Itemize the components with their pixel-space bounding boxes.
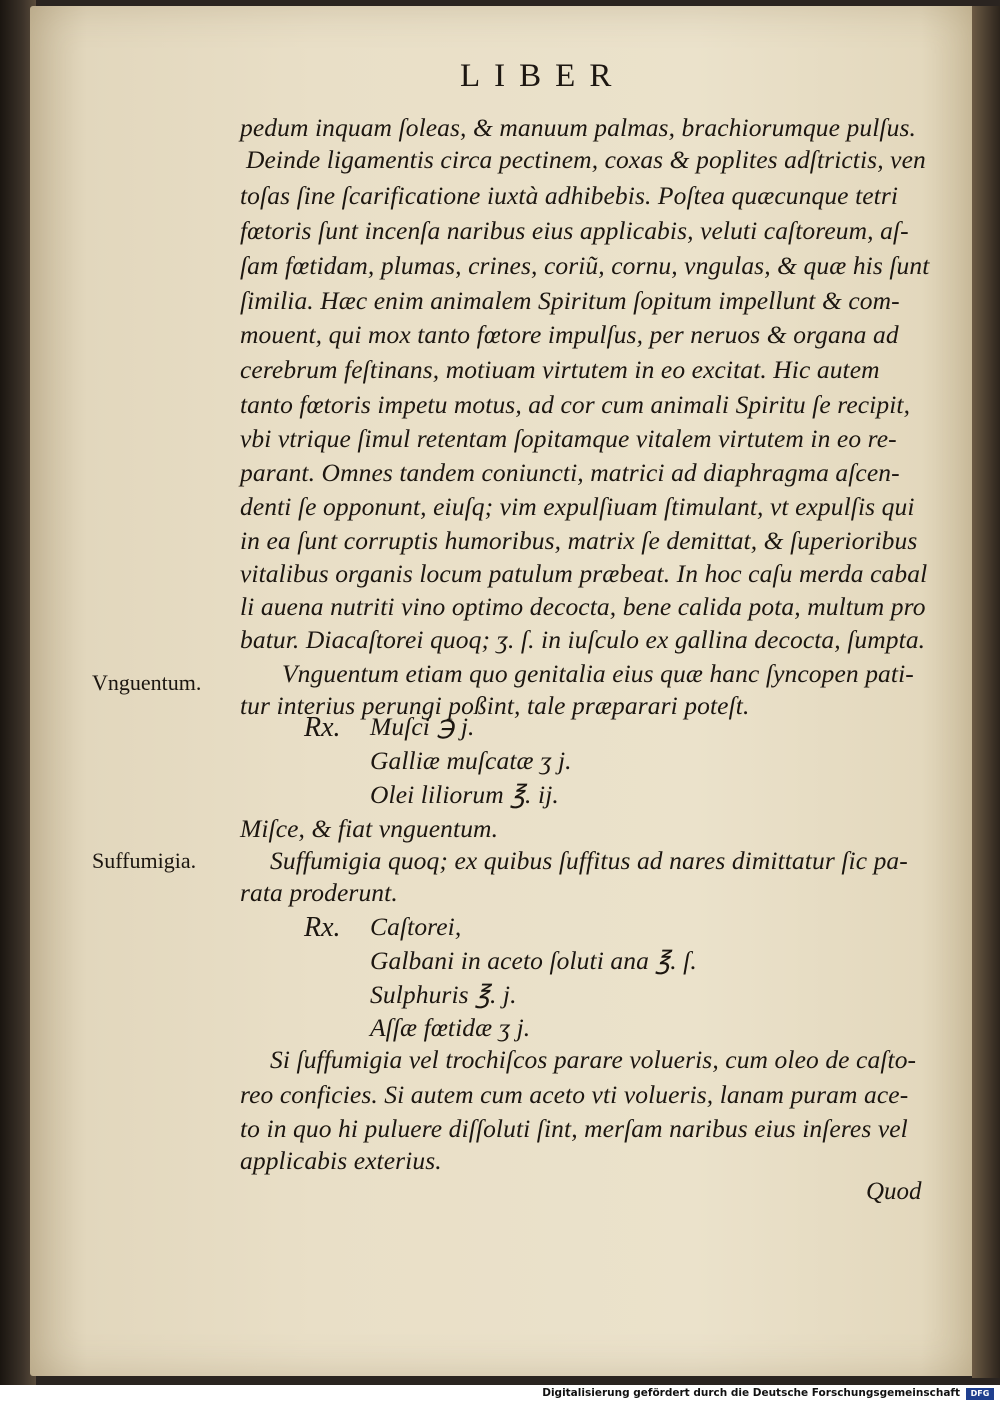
digitization-footer <box>0 1385 1000 1404</box>
text-line: to in quo hi puluere diſſoluti ſint, merſam naribus eius inſeres vel <box>240 1114 908 1143</box>
text-line: mouent, qui mox tanto fœtore impulſus, per neruos & organa ad <box>240 320 899 349</box>
text-line: Suffumigia quoq; ex quibus ſuffitus ad nares dimittatur ſic pa- <box>270 846 908 875</box>
text-line: parant. Omnes tandem coniuncti, matrici ad diaphragma aſcen- <box>240 458 900 487</box>
text-line: tur interius perungi poßint, tale præparari poteſt. <box>240 691 750 720</box>
text-line: ſam fœtidam, plumas, crines, coriũ, cornu, vngulas, & quæ his ſunt <box>240 251 930 280</box>
text-line: cerebrum feſtinans, motiuam virtutem in eo excitat. Hic autem <box>240 355 880 384</box>
recipe-ingredient: Sulphuris ℥. j. <box>370 980 517 1009</box>
text-line: pedum inquam ſoleas, & manuum palmas, brachiorumque pulſus. <box>240 113 916 142</box>
recipe-ingredient: Galliæ muſcatæ ʒ j. <box>370 746 572 775</box>
recipe-ingredient: Caſtorei, <box>370 912 462 941</box>
text-line: rata proderunt. <box>240 878 398 907</box>
marginal-note-unguentum: Vnguentum. <box>92 670 202 695</box>
text-line: batur. Diacaſtorei quoq; ʒ. ſ. in iuſculo ex gallina decocta, ſumpta. <box>240 625 926 654</box>
text-line: ſimilia. Hæc enim animalem Spiritum ſopitum impellunt & com- <box>240 286 900 315</box>
footer-credit: Digitalisierung gefördert durch die Deutsche Forschungsgemeinschaft <box>542 1387 960 1399</box>
recipe-ingredient: Galbani in aceto ſoluti ana ℥. ſ. <box>370 946 697 975</box>
recipe-sign: Rx. <box>304 712 341 743</box>
text-line: toſas ſine ſcarificatione iuxtà adhibebis. Poſtea quæcunque tetri <box>240 181 899 210</box>
text-line: vitalibus organis locum patulum præbeat. In hoc caſu merda cabal <box>240 559 928 588</box>
text-line: fœtoris ſunt incenſa naribus eius applicabis, veluti caſtoreum, aſ- <box>240 216 909 245</box>
text-line: Si ſuffumigia vel trochiſcos parare volueris, cum oleo de caſto- <box>270 1045 917 1074</box>
page-edge <box>972 6 1000 1378</box>
text-line: applicabis exterius. <box>240 1146 442 1175</box>
text-line: Deinde ligamentis circa pectinem, coxas & poplites adſtrictis, ven <box>246 145 926 174</box>
text-line: vbi vtrique ſimul retentam ſopitamque vitalem virtutem in eo re- <box>240 424 897 453</box>
dfg-logo-icon: DFG <box>966 1388 994 1400</box>
recipe-ingredient: Muſci ℈ j. <box>370 712 475 741</box>
recipe-ingredient: Aſſæ fœtidæ ʒ j. <box>370 1013 531 1042</box>
recipe-ingredient: Olei liliorum ℥. ij. <box>370 780 559 809</box>
text-line: Miſce, & fiat vnguentum. <box>240 814 499 843</box>
text-line: in ea ſunt corruptis humoribus, matrix ſe demittat, & ſuperioribus <box>240 526 918 555</box>
text-line: Vnguentum etiam quo genitalia eius quæ hanc ſyncopen pati- <box>282 659 914 688</box>
catchword: Quod <box>866 1178 922 1205</box>
marginal-note-suffumigia: Suffumigia. <box>92 848 197 873</box>
text-line: denti ſe opponunt, eiuſq; vim expulſiuam ſtimulant, vt expulſis qui <box>240 492 915 521</box>
text-line: li auena nutriti vino optimo decocta, bene calida pota, multum pro <box>240 592 926 621</box>
running-head: LIBER <box>460 58 626 94</box>
text-line: tanto fœtoris impetu motus, ad cor cum animali Spiritu ſe recipit, <box>240 390 911 419</box>
text-line: reo conficies. Si autem cum aceto vti volueris, lanam puram ace- <box>240 1080 909 1109</box>
recipe-sign: Rx. <box>304 912 341 943</box>
